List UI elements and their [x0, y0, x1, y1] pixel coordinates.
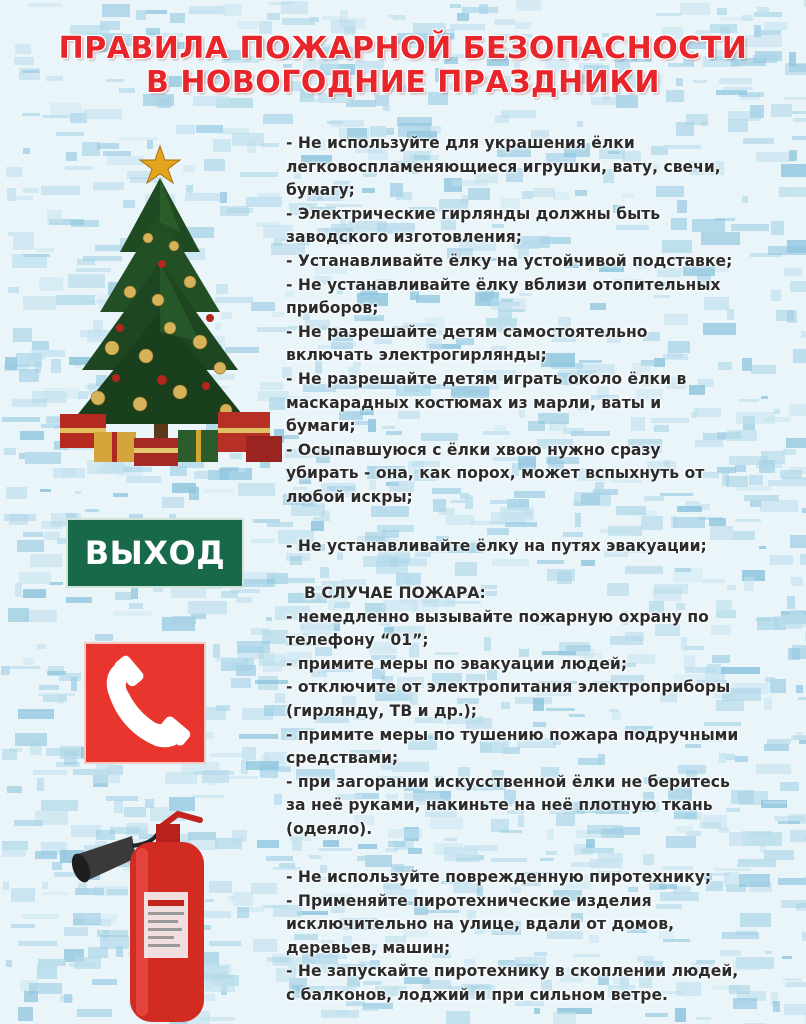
rule-line: заводского изготовления;	[286, 228, 523, 247]
fire-instruction-line: - при загорании искусственной ёлки не беритесь	[286, 772, 730, 791]
evacuation-rule: - Не устанавливайте ёлку на путях эвакуации;	[286, 537, 707, 555]
rule-line: бумаги;	[286, 417, 356, 436]
fire-instruction-line: средствами;	[286, 749, 399, 768]
rule-line: бумагу;	[286, 181, 355, 200]
rule-line: - Не используйте для украшения ёлки	[286, 134, 635, 152]
pyro-rules-list	[286, 866, 738, 1008]
fire-instruction-line: (гирлянду, ТВ и др.);	[286, 701, 478, 720]
fire-instruction-line: - примите меры по эвакуации людей;	[286, 654, 628, 673]
fire-instruction-line: - примите меры по тушению пожара подручными	[286, 725, 739, 744]
rule-line: - Не разрешайте детям самостоятельно	[286, 322, 648, 341]
rule-line: включать электрогирлянды;	[286, 346, 547, 365]
title-line-2: В НОВОГОДНИЕ ПРАЗДНИКИ	[146, 65, 660, 100]
pyro-rule-line: - Не запускайте пиротехнику в скоплении людей,	[286, 962, 739, 981]
pyro-rule-line: - Не используйте поврежденную пиротехнику;	[286, 868, 712, 886]
fire-section-heading: В СЛУЧАЕ ПОЖАРА:	[304, 584, 486, 602]
rule-line: приборов;	[286, 299, 379, 318]
fire-instruction-line: - немедленно вызывайте пожарную охрану по	[286, 607, 709, 626]
rule-line: убирать - она, как порох, может вспыхнуть от	[286, 464, 705, 483]
fire-section	[286, 582, 738, 842]
pyro-rule-line: - Применяйте пиротехнические изделия	[286, 891, 652, 910]
rule-line: - Не разрешайте детям играть около ёлки в	[286, 369, 687, 388]
phone-handset-icon	[86, 644, 204, 762]
fire-extinguisher-icon	[70, 796, 230, 1024]
exit-sign	[68, 520, 242, 586]
rule-line: - Электрические гирлянды должны быть	[286, 204, 661, 223]
fire-instruction-line: - отключите от электропитания электроприборы	[286, 678, 731, 697]
pyro-rule-line: с балконов, лоджий и при сильном ветре.	[286, 985, 668, 1004]
exit-sign-label: ВЫХОД	[84, 534, 226, 572]
rule-line: маскарадных костюмах из марли, ваты и	[286, 393, 662, 412]
fire-instruction-line: телефону “01”;	[286, 631, 429, 650]
rules-list	[286, 132, 732, 510]
pyro-rule-line: исключительно на улице, вдали от домов,	[286, 915, 675, 934]
rule-line: любой искры;	[286, 487, 413, 506]
pyro-rule-line: деревьев, машин;	[286, 938, 451, 957]
rule-line: - Устанавливайте ёлку на устойчивой подставке;	[286, 251, 733, 270]
poster-title	[0, 32, 806, 100]
rule-line: легковоспламеняющиеся игрушки, вату, свечи,	[286, 157, 721, 176]
title-line-1: ПРАВИЛА ПОЖАРНОЙ БЕЗОПАСНОСТИ	[58, 31, 748, 66]
rule-line: - Не устанавливайте ёлку вблизи отопительных	[286, 275, 721, 294]
fire-section-lines	[286, 606, 738, 842]
fire-phone-sign	[86, 644, 204, 762]
rule-line: - Осыпавшуюся с ёлки хвою нужно сразу	[286, 440, 661, 459]
christmas-tree-icon	[50, 142, 290, 472]
fire-instruction-line: за неё руками, накиньте на неё плотную ткань	[286, 796, 713, 815]
fire-instruction-line: (одеяло).	[286, 819, 373, 838]
